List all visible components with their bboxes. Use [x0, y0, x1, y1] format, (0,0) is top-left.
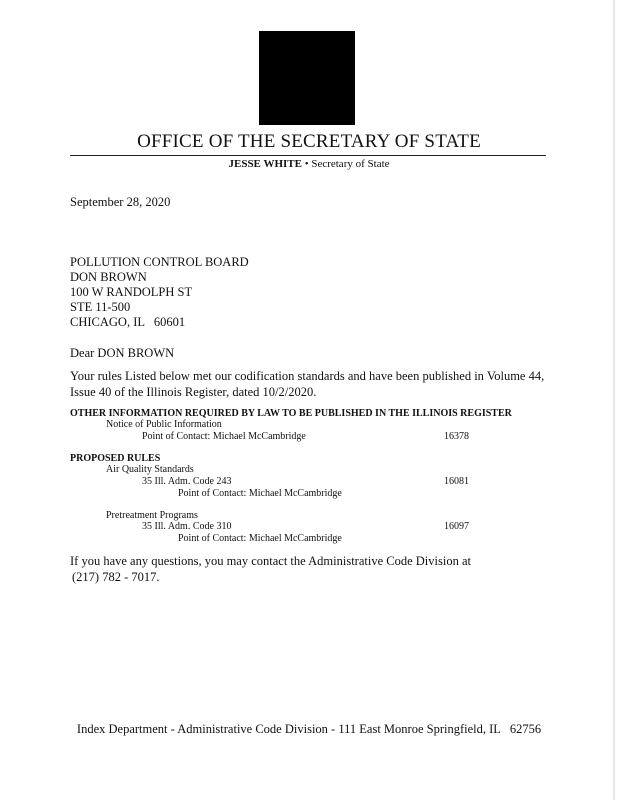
rule-title: Pretreatment Programs: [106, 510, 198, 521]
address-line: POLLUTION CONTROL BOARD: [70, 255, 249, 269]
letter-date: September 28, 2020: [70, 195, 171, 209]
scan-edge: [613, 0, 615, 800]
footer-address: Index Department - Administrative Code Division - 111 East Monroe Springfield, IL 62756: [76, 722, 542, 736]
rule-title: Air Quality Standards: [106, 464, 194, 475]
address-line: CHICAGO, IL 60601: [70, 315, 186, 329]
address-line: DON BROWN: [70, 270, 147, 284]
rule-page: 16097: [444, 521, 469, 532]
secretary-name: JESSE WHITE: [228, 158, 302, 170]
office-title: OFFICE OF THE SECRETARY OF STATE: [137, 131, 481, 152]
rule-page: 16081: [444, 476, 469, 487]
header-divider: [70, 155, 546, 156]
proposed-rules-heading: PROPOSED RULES: [70, 453, 161, 464]
other-info-page: 16378: [444, 431, 469, 442]
other-info-item-title: Notice of Public Information: [106, 419, 222, 430]
other-info-contact: Point of Contact: Michael McCambridge: [142, 431, 306, 442]
address-line: 100 W RANDOLPH ST: [70, 285, 193, 299]
state-seal-redacted: [259, 31, 355, 125]
secretary-separator: •: [304, 158, 309, 170]
secretary-title: Secretary of State: [311, 158, 390, 170]
other-info-heading: OTHER INFORMATION REQUIRED BY LAW TO BE PUBLISHED IN THE ILLINOIS REGISTER: [70, 408, 512, 419]
closing-line: If you have any questions, you may contact the Administrative Code Division at: [70, 554, 471, 568]
phone-number: (217) 782 - 7017.: [72, 570, 160, 584]
address-line: STE 11-500: [70, 300, 131, 314]
body-paragraph: Your rules Listed below met our codification standards and have been published in Volume 44, Issue 40 of the Illinois Register, dated 10/2/2020.: [70, 369, 545, 399]
rule-code: 35 Ill. Adm. Code 243: [142, 476, 232, 487]
rule-code: 35 Ill. Adm. Code 310: [142, 521, 232, 532]
rule-contact: Point of Contact: Michael McCambridge: [178, 488, 342, 499]
salutation: Dear DON BROWN: [70, 346, 175, 360]
rule-contact: Point of Contact: Michael McCambridge: [178, 533, 342, 544]
secretary-line: [0, 158, 618, 170]
